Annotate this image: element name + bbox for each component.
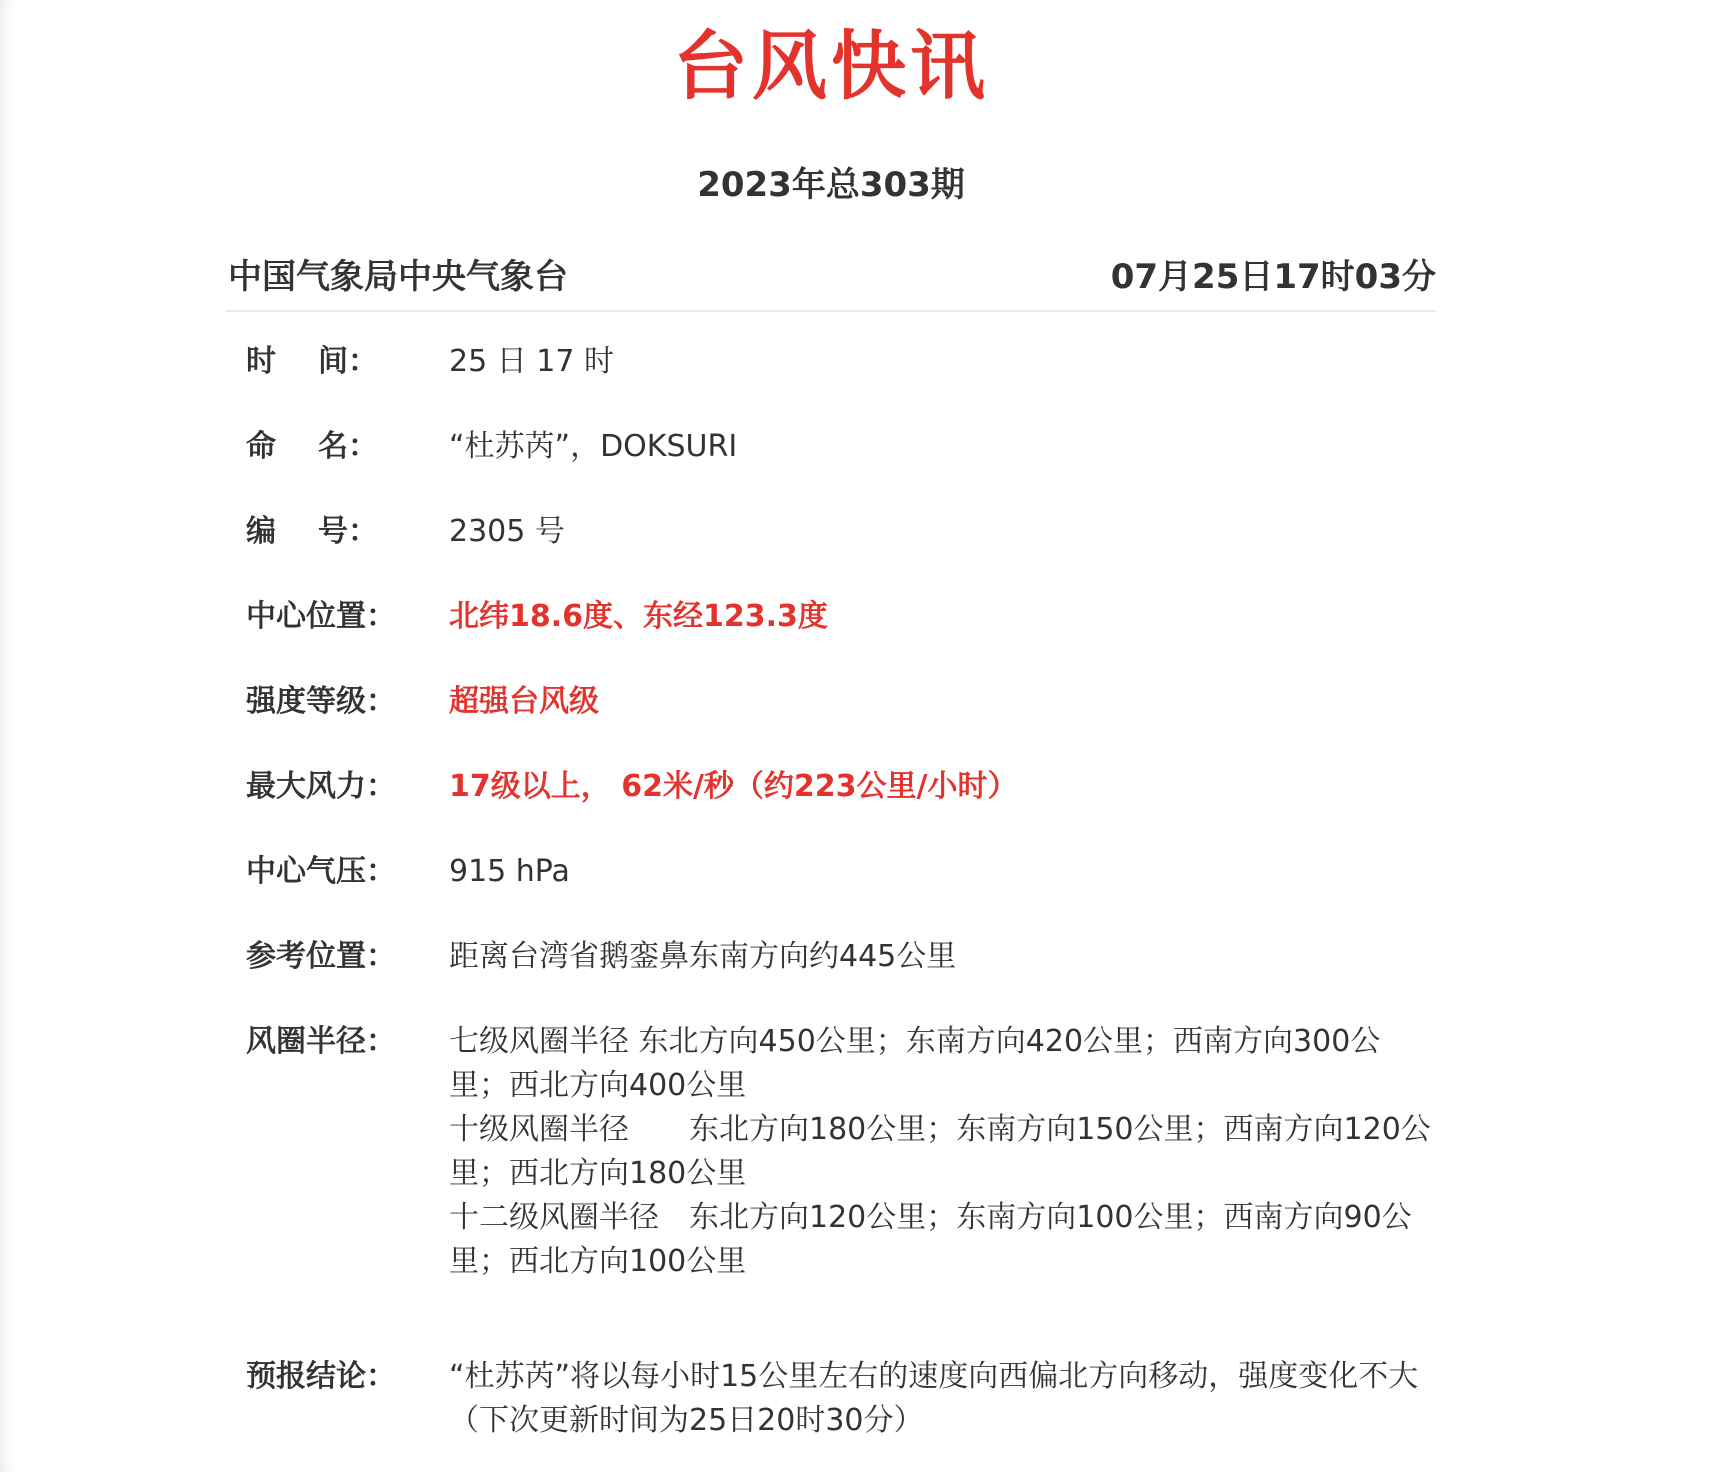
- row-forecast-value: [449, 1355, 1439, 1443]
- bulletin-header: [226, 254, 1436, 312]
- row-name-value: “杜苏芮”，DOKSURI: [449, 429, 738, 464]
- row-time-value: 25 日 17 时: [449, 344, 614, 379]
- wind-radius-level-7: 七级风圈半径 东北方向450公里；东南方向420公里；西南方向300公里；西北方向400公里: [449, 1024, 1381, 1103]
- row-forecast-label: 预报结论：: [246, 1359, 396, 1394]
- issue-datetime: 07月25日17时03分: [1110, 257, 1436, 297]
- row-center-position-label: 中心位置：: [246, 599, 396, 634]
- row-reference-position-value: 距离台湾省鹅銮鼻东南方向约445公里: [449, 939, 957, 974]
- next-update-time: （下次更新时间为25日20时30分）: [449, 1403, 924, 1438]
- forecast-conclusion: “杜苏芮”将以每小时15公里左右的速度向西偏北方向移动，强度变化不大: [449, 1359, 1419, 1394]
- row-wind-radius-value: [449, 1020, 1439, 1284]
- row-intensity-value: 超强台风级: [449, 684, 599, 719]
- row-reference-position-label: 参考位置：: [246, 939, 396, 974]
- wind-radius-level-10: 十级风圈半径 东北方向180公里；东南方向150公里；西南方向120公里；西北方向180公里: [449, 1112, 1431, 1191]
- row-intensity-label: 强度等级：: [246, 684, 396, 719]
- row-time-label: 时 间：: [246, 344, 378, 379]
- issue-number: 2023年总303期: [697, 165, 965, 205]
- issuing-agency: 中国气象局中央气象台: [228, 257, 568, 297]
- row-max-wind-value: 17级以上， 62米/秒（约223公里/小时）: [449, 769, 1018, 804]
- wind-radius-level-12: 十二级风圈半径 东北方向120公里；东南方向100公里；西南方向90公里；西北方向100公里: [449, 1200, 1412, 1279]
- row-number-label: 编 号：: [246, 514, 378, 549]
- row-center-position-value: 北纬18.6度、东经123.3度: [449, 599, 828, 634]
- row-number-value: 2305 号: [449, 514, 565, 549]
- row-max-wind-label: 最大风力：: [246, 769, 396, 804]
- row-pressure-label: 中心气压：: [246, 854, 396, 889]
- row-pressure-value: 915 hPa: [449, 854, 570, 889]
- row-wind-radius-label: 风圈半径：: [246, 1024, 396, 1059]
- bulletin-title: 台风快讯: [672, 22, 989, 110]
- row-name-label: 命 名：: [246, 429, 378, 464]
